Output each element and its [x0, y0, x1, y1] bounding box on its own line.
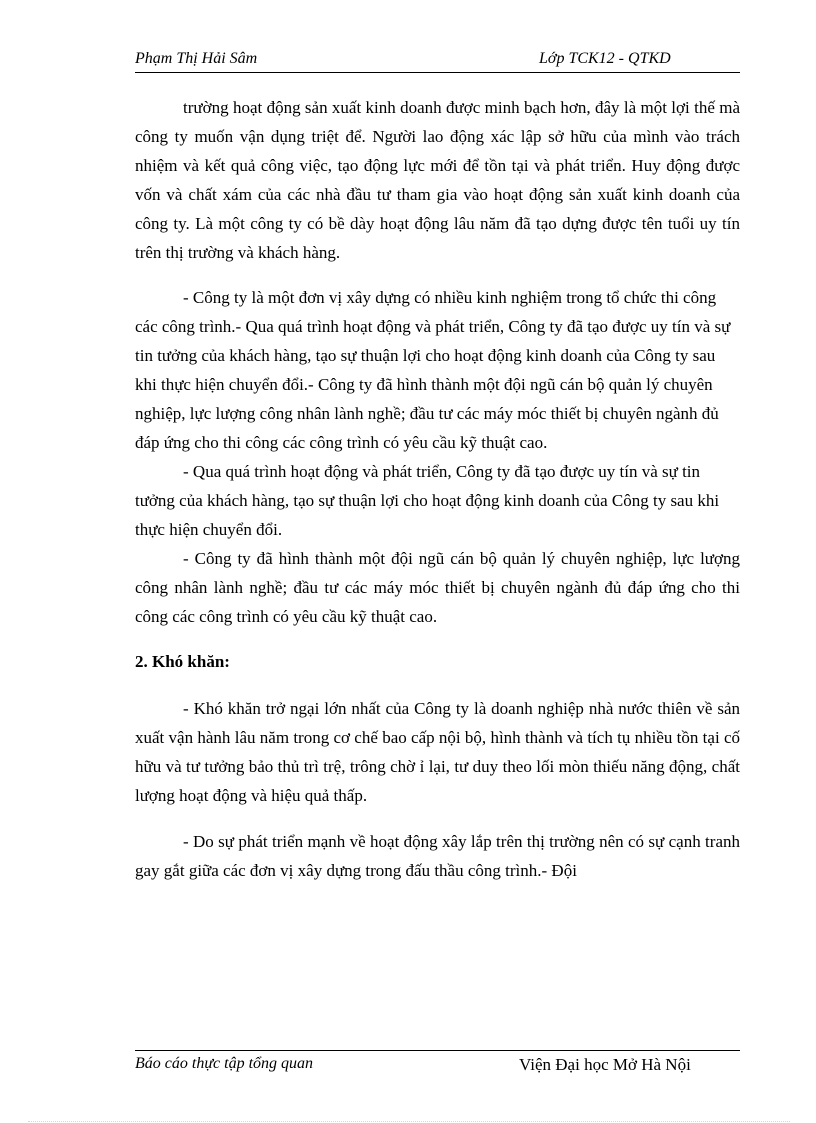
paragraph-intro-continuation: trường hoạt động sản xuất kinh doanh được minh bạch hơn, đây là một lợi thế mà công ty muốn vận dụng triệt để. Người lao động xác lập sở hữu của mình vào trách nhiệm và kết quả công việc, tạo động lực mới để tồn tại và phát triển. Huy động được vốn và chất xám của các nhà đầu tư tham gia vào hoạt động sản xuất kinh doanh của công ty. Là một công ty có bề dày hoạt động lâu năm đã tạo dựng được tên tuổi uy tín trên thị trường và khách hàng.	[135, 98, 740, 262]
page-footer	[135, 1050, 740, 1081]
paragraph-company-experience: - Công ty là một đơn vị xây dựng có nhiều kinh nghiệm trong tổ chức thi công các công trình.- Qua quá trình hoạt động và phát triển, Công ty đã tạo được uy tín và sự tin tưởng của khách hàng, tạo sự thuận lợi cho hoạt động kinh doanh của Công ty sau khi thực hiện chuyển đổi.- Công ty đã hình thành một đội ngũ cán bộ quản lý chuyên nghiệp, lực lượng công nhân lành nghề; đầu tư các máy móc thiết bị chuyên ngành đủ đáp ứng cho thi công các công trình có yêu cầu kỹ thuật cao.	[135, 288, 731, 452]
header-author: Phạm Thị Hải Sâm	[135, 50, 258, 67]
paragraph-difficulty-main: - Khó khăn trở ngại lớn nhất của Công ty là doanh nghiệp nhà nước thiên về sản xuất vận hành lâu năm trong cơ chế bao cấp nội bộ, hình thành và tích tụ nhiều tồn tại cố hữu và tư tưởng bảo thủ trì trệ, trông chờ ỉ lại, tư duy theo lối mòn thiếu năng động, chất lượng hoạt động và hiệu quả thấp.	[135, 699, 740, 805]
paragraph-competition: - Do sự phát triển mạnh về hoạt động xây lắp trên thị trường nên có sự cạnh tranh gay gắt giữa các đơn vị xây dựng trong đấu thầu công trình.- Đội	[135, 832, 740, 880]
section-heading-difficulties: 2. Khó khăn:	[135, 652, 230, 671]
footer-institution: Viện Đại học Mở Hà Nội	[519, 1055, 691, 1074]
page-bottom-divider	[28, 1121, 790, 1122]
paragraph-reputation: - Qua quá trình hoạt động và phát triển, Công ty đã tạo được uy tín và sự tin tưởng của khách hàng, tạo sự thuận lợi cho hoạt động kinh doanh của Công ty sau khi thực hiện chuyển đổi.	[135, 462, 720, 539]
document-body	[135, 93, 740, 885]
header-class: Lớp TCK12 - QTKD	[539, 50, 671, 67]
paragraph-workforce: - Công ty đã hình thành một đội ngũ cán bộ quản lý chuyên nghiệp, lực lượng công nhân lành nghề; đầu tư các máy móc thiết bị chuyên ngành đủ đáp ứng cho thi công các công trình có yêu cầu kỹ thuật cao.	[135, 549, 740, 626]
footer-report-title: Báo cáo thực tập tổng quan	[135, 1055, 314, 1072]
page-header	[135, 50, 740, 73]
